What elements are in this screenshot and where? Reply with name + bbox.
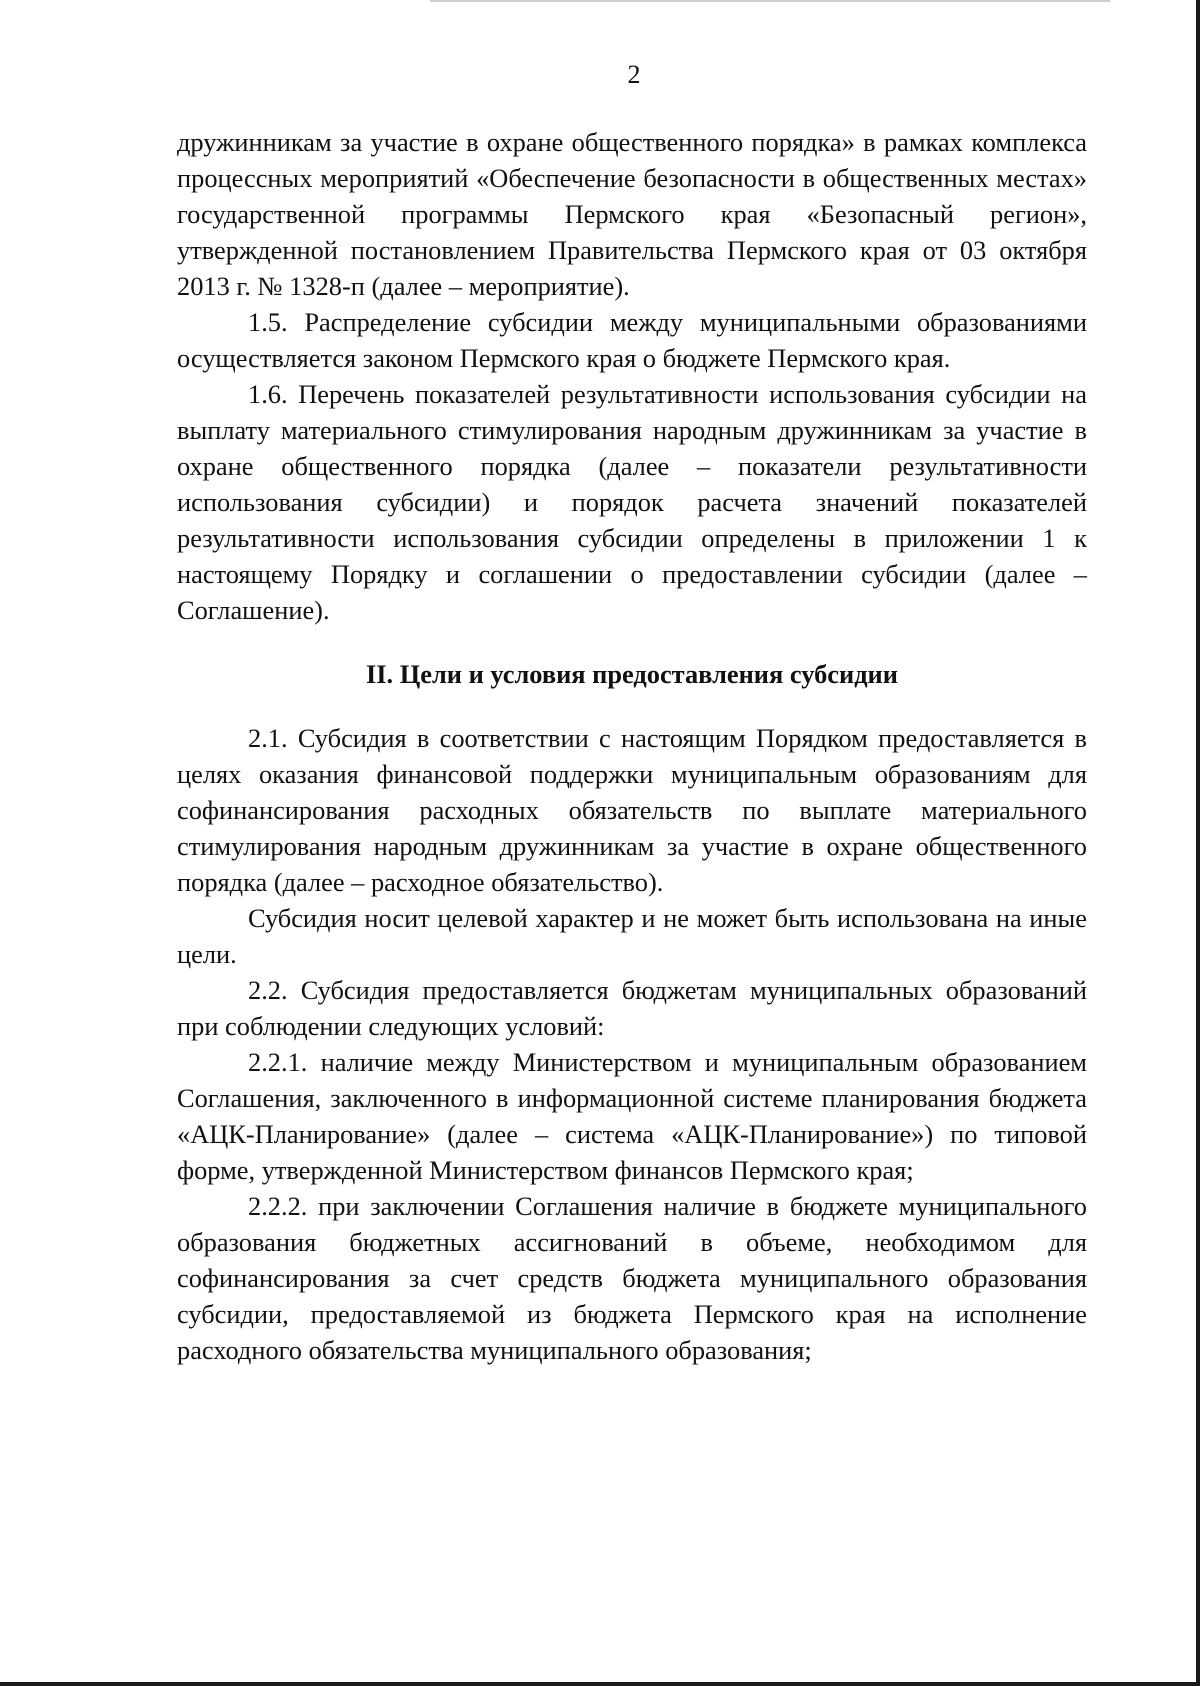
paragraph-2-2: 2.2. Субсидия предоставляется бюджетам муниципальных образований при соблюдении следующих условий:: [177, 975, 1087, 1041]
document-body: [177, 124, 1087, 1368]
paragraph-2-1: 2.1. Субсидия в соответствии с настоящим Порядком предоставляется в целях оказания финансовой поддержки муниципальным образованиям для софинансирования расходных обязательств по выплате материального стимулирования народным дружинникам за участие в охране общественного порядка (далее – расходное обязательство).: [177, 723, 1087, 897]
scan-edge-right: [1196, 0, 1200, 1686]
paragraph-target-purpose: Субсидия носит целевой характер и не может быть использована на иные цели.: [177, 903, 1087, 969]
paragraph-2-2-2: 2.2.2. при заключении Соглашения наличие в бюджете муниципального образования бюджетных ассигнований в объеме, необходимом для софинансирования за счет средств бюджета муниципального образования субсидии, предоставляемой из бюджета Пермского края на исполнение расходного обязательства муниципального образования;: [177, 1191, 1087, 1365]
scan-edge-bottom: [0, 1682, 1200, 1686]
paragraph-1-5: 1.5. Распределение субсидии между муниципальными образованиями осуществляется законом Пермского края о бюджете Пермского края.: [177, 307, 1087, 373]
paragraph-1-6: 1.6. Перечень показателей результативности использования субсидии на выплату материального стимулирования народным дружинникам за участие в охране общественного порядка (далее – показатели результативности использования субсидии) и порядок расчета значений показателей результативности использования субсидии определены в приложении 1 к настоящему Порядку и соглашении о предоставлении субсидии (далее – Соглашение).: [177, 379, 1087, 625]
section-heading: II. Цели и условия предоставления субсидии: [366, 659, 898, 689]
paragraph-2-2-1: 2.2.1. наличие между Министерством и муниципальным образованием Соглашения, заключенного в информационной системе планирования бюджета «АЦК-Планирование» (далее – система «АЦК-Планирование») по типовой форме, утвержденной Министерством финансов Пермского края;: [177, 1047, 1087, 1185]
paragraph-continuation: дружинникам за участие в охране общественного порядка» в рамках комплекса процессных мероприятий «Обеспечение безопасности в общественных местах» государственной программы Пермского края «Безопасный регион», утвержденной постановлением Правительства Пермского края от 03 октября 2013 г. № 1328-п (далее – мероприятие).: [177, 127, 1087, 301]
page-number: 2: [627, 60, 641, 89]
scan-edge-top: [430, 0, 1110, 2]
